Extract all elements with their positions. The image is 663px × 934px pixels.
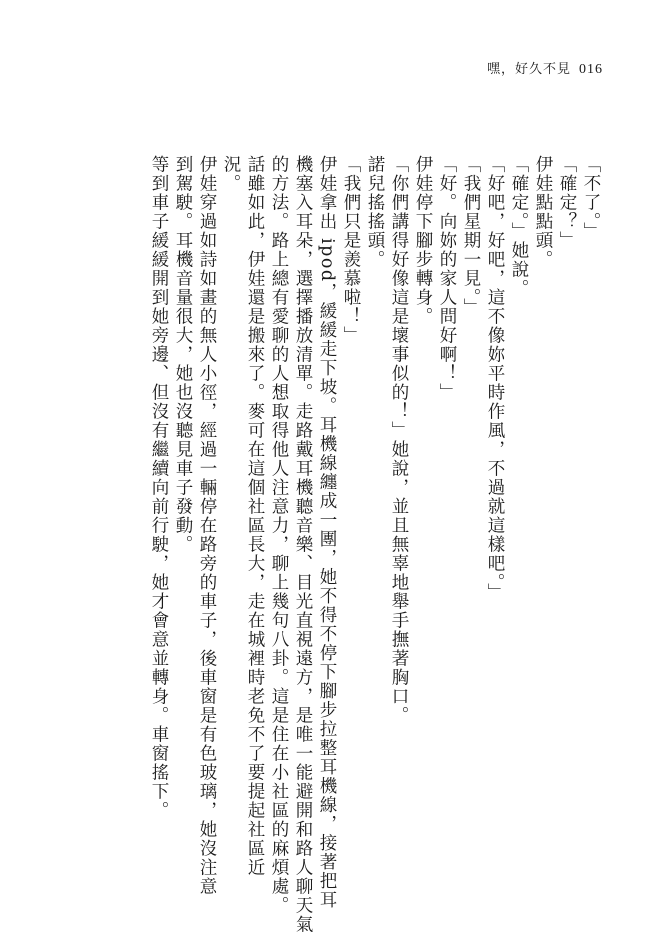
text-line: 況。 bbox=[221, 155, 241, 193]
page-number: 016 bbox=[579, 62, 603, 77]
text-line: 「確定。」她說。 bbox=[509, 155, 529, 299]
running-header bbox=[487, 58, 603, 78]
text-line: 諾兒搖搖頭。 bbox=[365, 155, 385, 269]
text-line: 伊娃穿過如詩如畫的無人小徑，經過一輛停在路旁的車子，後車窗是有色玻璃，她沒注意 bbox=[197, 155, 217, 896]
text-line: 伊娃點點頭。 bbox=[533, 155, 553, 269]
text-line: 「我們只是羨慕啦！」 bbox=[341, 155, 361, 345]
text-line: 「好。向妳的家人問好啊！」 bbox=[437, 155, 457, 402]
vertical-text-body bbox=[43, 155, 603, 934]
chapter-title: 嘿，好久不見 bbox=[486, 62, 571, 77]
text-line: 的方法。路上總有愛聊的人想取得他人注意力，聊上幾句八卦。這是住在小社區的麻煩處。 bbox=[269, 155, 289, 915]
text-line: 伊娃停下腳步轉身。 bbox=[413, 155, 433, 326]
text-line: 「好吧，好吧，這不像妳平時作風，不過就這樣吧。」 bbox=[485, 155, 505, 603]
text-line: 「我們星期一見。」 bbox=[461, 155, 481, 318]
text-line: 話雖如此，伊娃還是搬來了。麥可在這個社區長大，走在城裡時老免不了要提起社區近 bbox=[245, 155, 265, 877]
text-line: 到駕駛。耳機音量很大，她也沒聽見車子發動。 bbox=[173, 155, 193, 554]
text-line: 「確定？」 bbox=[557, 155, 577, 250]
text-line: 等到車子緩緩開到她旁邊、但沒有繼續向前行駛，她才會意並轉身。車窗搖下。 bbox=[149, 155, 169, 820]
text-line: 「你們講得好像這是壞事似的！」她說，並且無辜地舉手撫著胸口。 bbox=[389, 155, 409, 725]
text-line: 「不了。」 bbox=[581, 155, 601, 242]
text-line: 機塞入耳朵，選擇播放清單。走路戴耳機聽音樂、目光直視遠方，是唯一能避開和路人聊天氣 bbox=[293, 155, 313, 934]
text-line: 伊娃拿出 ipod，緩緩走下坡。耳機線纏成一團，她不得不停下腳步拉整耳機線，接著把耳 bbox=[317, 155, 337, 910]
